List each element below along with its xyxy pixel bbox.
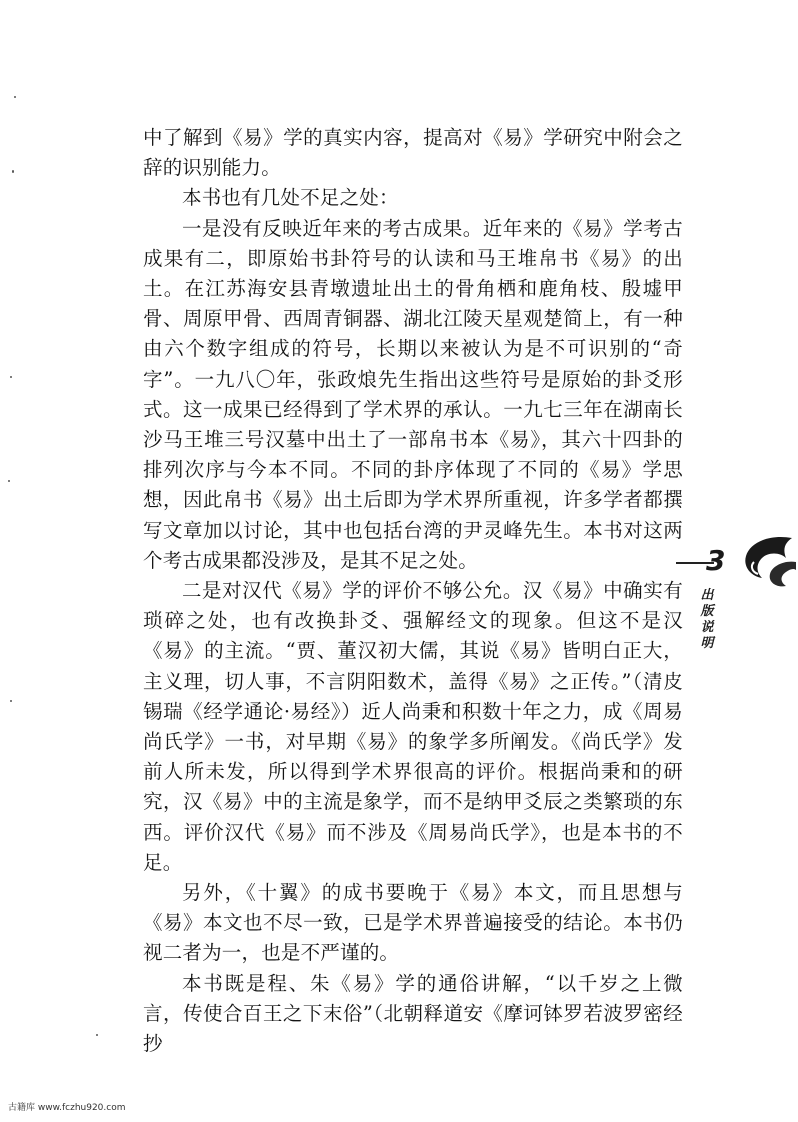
section-label: 出版说明 — [700, 588, 714, 651]
page-number: 3 — [706, 544, 726, 577]
margin-section-tab — [676, 530, 798, 660]
scan-speck — [10, 700, 12, 702]
scan-speck — [12, 170, 14, 173]
paragraph-3: 一是没有反映近年来的考古成果。近年来的《易》学考古成果有二，即原始书卦符号的认读和马王堆帛书《易》的出土。在江苏海安县青墩遗址出土的骨角栖和鹿角枝、殷墟甲骨、周原甲骨、西周青铜器、湖北江陵天星观楚简上，有一种由六个数字组成的符号，长期以来被认为是不可识别的“奇字”。一九八〇年，张政烺先生指出这些符号是原始的卦爻形式。这一成果已经得到了学术界的承认。一九七三年在湖南长沙马王堆三号汉墓中出土了一部帛书本《易》，其六十四卦的排列次序与今本不同。不同的卦序体现了不同的《易》学思想，因此帛书《易》出土后即为学术界所重视，许多学者都撰写文章加以讨论，其中也包括台湾的尹灵峰先生。本书对这两个考古成果都没涉及，是其不足之处。 — [143, 216, 683, 572]
scan-speck — [14, 96, 16, 98]
paragraph-6: 本书既是程、朱《易》学的通俗讲解，“以千岁之上微言，传使合百王之下末俗”（北朝释道安《摩诃钵罗若波罗密经抄 — [143, 971, 683, 1056]
paragraph-2: 本书也有几处不足之处： — [182, 186, 399, 210]
scan-speck — [8, 480, 10, 482]
cloud-ornament-icon — [730, 532, 798, 590]
paragraph-1: 中了解到《易》学的真实内容，提高对《易》学研究中附会之辞的识别能力。 — [143, 126, 683, 180]
paragraph-4: 二是对汉代《易》学的评价不够公允。汉《易》中确实有琐碎之处，也有改换卦爻、强解经文的现象。但这不是汉《易》的主流。“贾、董汉初大儒，其说《易》皆明白正大，主义理，切人事，不言阴阳数术，盖得《易》之正传。”（清皮锡瑞《经学通论·易经》）近人尚秉和积数十年之力，成《周易尚氏学》一书，对早期《易》的象学多所阐发。《尚氏学》发前人所未发，所以得到学术界很高的评价。根据尚秉和的研究，汉《易》中的主流是象学，而不是纳甲爻辰之类繁琐的东西。评价汉代《易》而不涉及《周易尚氏学》，也是本书的不足。 — [143, 579, 683, 874]
footer-watermark: 古籍库 www.fczhu920.com — [8, 1103, 126, 1113]
scan-speck — [96, 1034, 98, 1036]
body-text — [143, 123, 683, 1059]
paragraph-5: 另外，《十翼》的成书要晚于《易》本文，而且思想与《易》本文也不尽一致，已是学术界普遍接受的结论。本书仍视二者为一，也是不严谨的。 — [143, 881, 683, 965]
scan-speck — [10, 376, 12, 378]
